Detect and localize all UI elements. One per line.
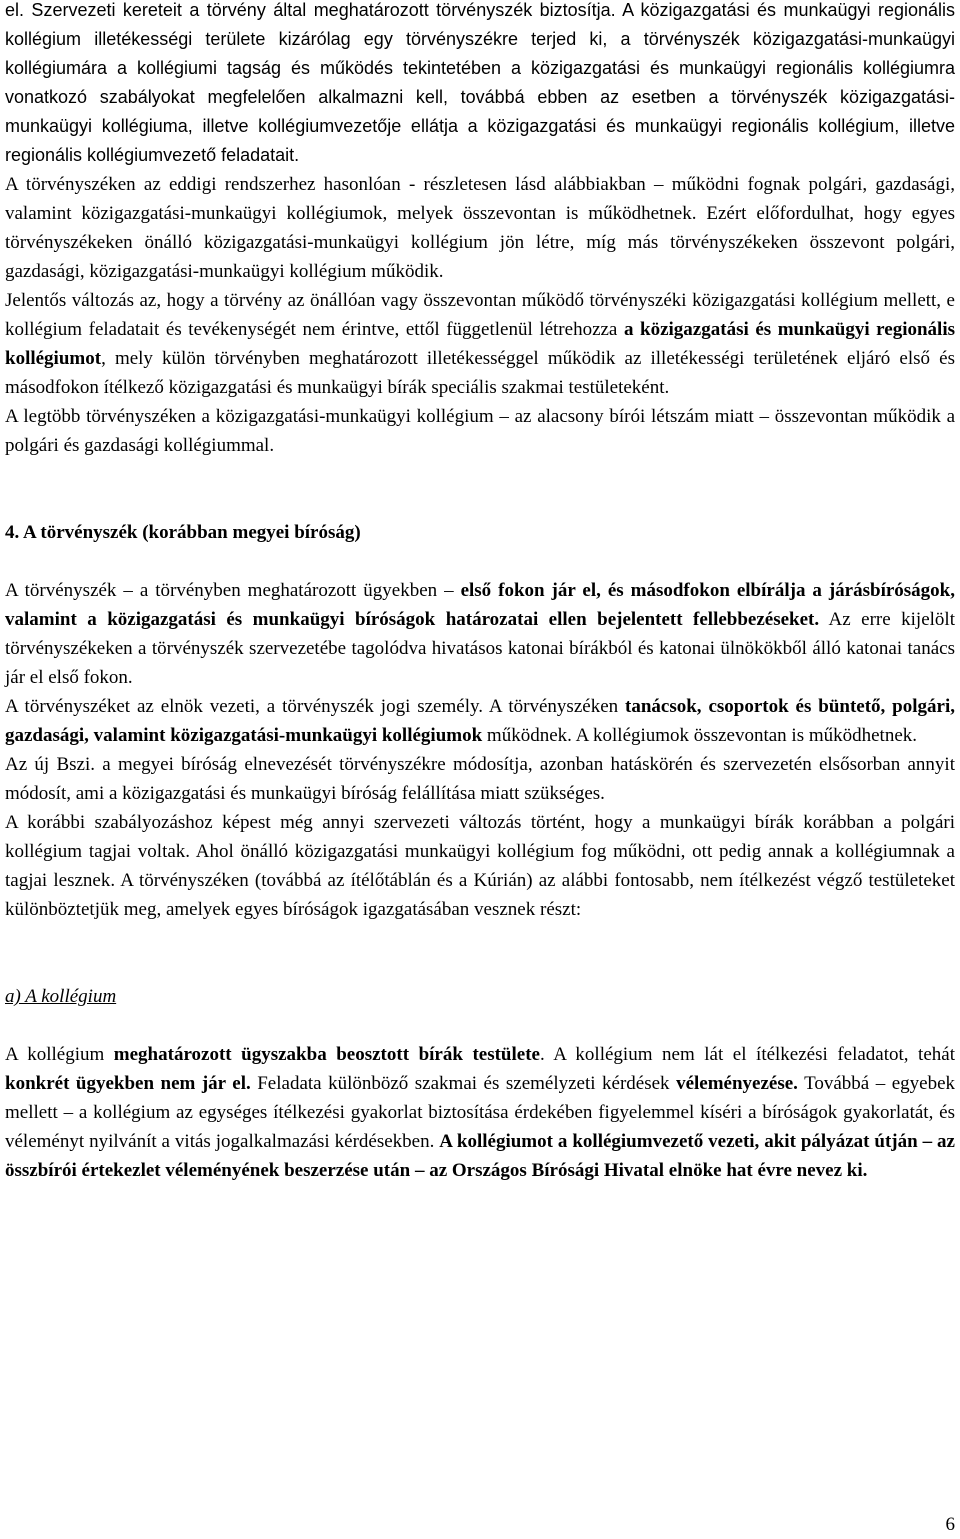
- bold-run: véleményezése.: [676, 1073, 798, 1094]
- regional-collegium-paragraph: [5, 286, 955, 402]
- text-run: Továbbá – egyebek mellett – a kollégium az egységes ítélkezési gyakorlat biztosítása érdekében figyelemmel kíséri a bíróságok gyakorlatát, és véleményt nyilvánít a vitás jogalkalmazási kérdésekben.: [5, 1073, 956, 1152]
- subsection-heading: a) A kollégium: [5, 986, 117, 1007]
- text-run: A kollégium: [5, 1044, 114, 1065]
- document-page: [5, 0, 955, 1185]
- collegiums-paragraph: A törvényszéken az eddigi rendszerhez hasonlóan - részletesen lásd alábbiakban – működni fognak polgári, gazdasági, valamint közigazgatási-munkaügyi kollégiumok, melyek összevontan is működhetnek. Ezért előfordulhat, hogy egyes törvényszékeken önálló közigazgatási-munkaügyi kollégium jön létre, míg más törvényszékeken összevont polgári, gazdasági, közigazgatási-munkaügyi kollégium működik.: [5, 174, 955, 282]
- court-leadership-paragraph: [5, 692, 955, 750]
- text-run: , mely külön törvényben meghatározott illetékességgel működik az illetékességi területének eljáró első és másodfokon ítélkező közigazgatási és munkaügyi bírák speciális szakmai testületeként.: [5, 348, 955, 398]
- most-courts-paragraph: A legtöbb törvényszéken a közigazgatási-munkaügyi kollégium – az alacsony bírói létszám miatt – összevontan működik a polgári és gazdasági kollégiummal.: [5, 406, 955, 456]
- text-run: A törvényszék – a törvényben meghatározott ügyekben –: [5, 580, 461, 601]
- bold-run: tanácsok, csoportok és büntető, polgári, gazdasági, valamint közigazgatási-munkaügyi kollégiumok: [5, 696, 955, 746]
- section-heading: 4. A törvényszék (korábban megyei bíróság): [5, 522, 361, 543]
- page-number: 6: [945, 1514, 955, 1535]
- text-run: működnek. A kollégiumok összevontan is működhetnek.: [482, 725, 918, 746]
- bold-run: meghatározott ügyszakba beosztott bírák testülete: [113, 1044, 540, 1065]
- intro-paragraph: el. Szervezeti kereteit a törvény által meghatározott törvényszék biztosítja. A közigazgatási és munkaügyi regionális kollégium illetékességi területe kizárólag egy törvényszékre terjed ki, a törvényszék közigazgatási-munkaügyi kollégiumára a kollégiumi tagság és működés tekintetében a közigazgatási és munkaügyi regionális kollégiumra vonatkozó szabályokat megfelelően alkalmazni kell, továbbá ebben az esetben a törvényszék közigazgatási-munkaügyi kollégiuma, illetve kollégiumvezetője ellátja a közigazgatási és munkaügyi regionális kollégium, illetve regionális kollégiumvezető feladatait.: [5, 0, 955, 165]
- text-run: A törvényszéket az elnök vezeti, a törvényszék jogi személy. A törvényszéken: [5, 696, 626, 717]
- bold-run: konkrét ügyekben nem jár el.: [5, 1073, 251, 1094]
- bold-run: első fokon jár el, és másodfokon elbírálja a járásbíróságok, valamint a közigazgatási és munkaügyi bíróságok határozatai ellen bejelentett fellebbezéseket.: [5, 580, 955, 630]
- bszi-paragraph: Az új Bszi. a megyei bíróság elnevezését törvényszékre módosítja, azonban hatáskörén és szervezetén elsősorban annyit módosít, ami a közigazgatási és munkaügyi bíróság felállítása miatt szükséges.: [5, 754, 955, 804]
- text-run: Feladata különböző szakmai és személyzeti kérdések: [250, 1073, 677, 1094]
- kollegium-paragraph: [5, 1040, 955, 1185]
- bold-run: a közigazgatási és munkaügyi regionális kollégiumot: [5, 319, 956, 369]
- court-jurisdiction-paragraph: [5, 576, 955, 692]
- bold-run: A kollégiumot a kollégiumvezető vezeti, akit pályázat útján – az összbírói értekezlet véleményének beszerzése után – az Országos Bírósági Hivatal elnöke hat évre nevez ki.: [5, 1131, 955, 1181]
- text-run: Az erre kijelölt törvényszékeken a törvényszék szervezetébe tagolódva hivatásos katonai bírákból és katonai ülnökökből álló katonai tanács jár el első fokon.: [5, 609, 955, 688]
- previous-regulation-paragraph: A korábbi szabályozáshoz képest még annyi szervezeti változás történt, hogy a munkaügyi bírák korábban a polgári kollégium tagjai voltak. Ahol önálló közigazgatási munkaügyi kollégium fog működni, ott pedig annak a kollégiumnak a tagjai lesznek. A törvényszéken (továbbá az ítélőtáblán és a Kúrián) az alábbi fontosabb, nem ítélkezést végző testületeket különböztetjük meg, amelyek egyes bíróságok igazgatásában vesznek részt:: [5, 812, 955, 920]
- text-run: . A kollégium nem lát el ítélkezési feladatot, tehát: [539, 1044, 955, 1065]
- text-run: Jelentős változás az, hogy a törvény az önállóan vagy összevontan működő törvényszéki közigazgatási kollégium mellett, e kollégium feladatait és tevékenységét nem érintve, ettől függetlenül létrehozza: [5, 290, 955, 340]
